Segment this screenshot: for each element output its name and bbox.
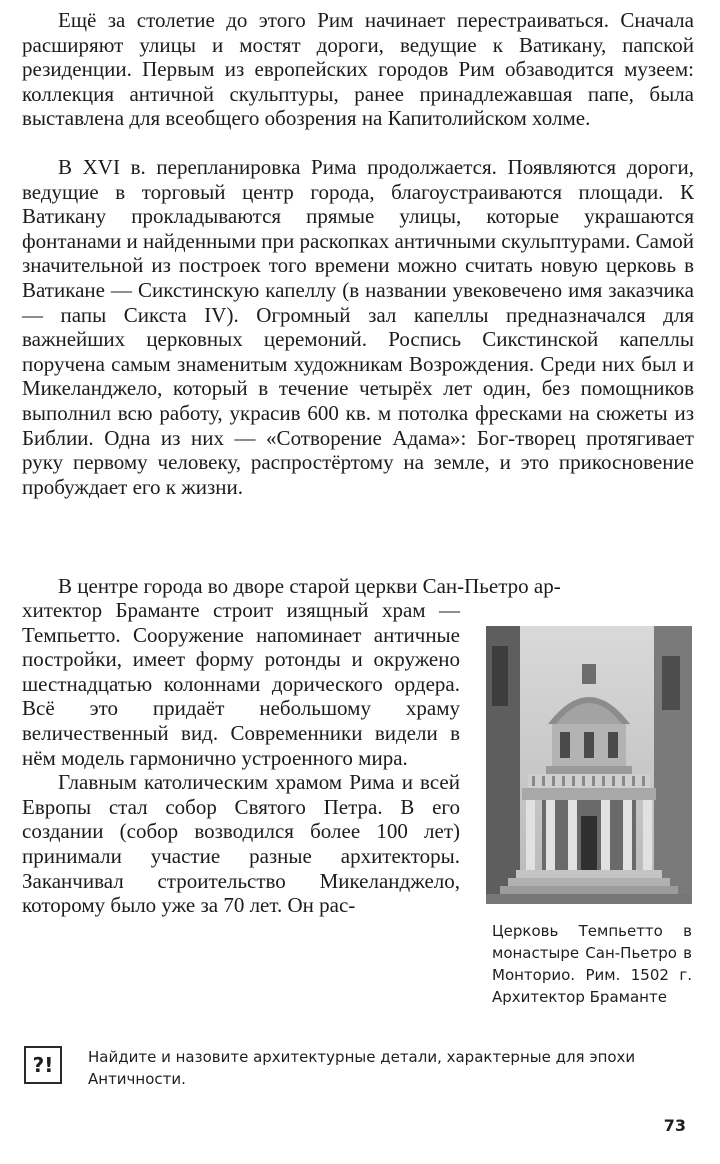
tempietto-illustration — [486, 626, 692, 904]
task-text: Найдите и назовите архитектурные детали, характерные для эпохи Античности. — [88, 1048, 636, 1088]
narrow-column — [22, 598, 460, 918]
page-number: 73 — [663, 1116, 686, 1135]
text-block-2 — [22, 155, 694, 499]
paragraph-sistine-chapel: В XVI в. перепланировка Рима продолжается. Появляются дороги, ведущие в торговый центр города, благоустраиваются площади. К Ватикану прокладываются прямые улицы, которые украшаются фонтанами и найденными при раскопках античными скульптурами. Самой значительной из построек того времени можно считать новую церковь в Ватикане — Сикстинскую капеллу (в названии увековечено имя заказчика — папы Сикста IV). Огромный зал капеллы предназначался для важнейших церковных церемоний. Роспись Сикстинской капеллы поручена самым знаменитым художникам Возрождения. Среди них был и Микеланджело, который в течение четырёх лет один, без помощников выполнил всю работу, украсив 600 кв. м потолка фресками на сюжеты из Библии. Одна из них — «Сотворение Адама»: Бог-творец протягивает руку первому человеку, распростёртому на земле, и это прикосновение пробуждает его к жизни. — [22, 155, 694, 499]
tempietto-photo — [486, 626, 692, 904]
text-block-3 — [22, 574, 694, 599]
paragraph-rome-rebuilding: Ещё за столетие до этого Рим начинает перестраиваться. Сначала расширяют улицы и мостят дороги, ведущие к Ватикану, папской резиденции. Первым из европейских городов Рим обзаводится музеем: коллекция античной скульптуры, ранее принадлежавшая папе, была выставлена для всеобщего обозрения на Капитолийском холме. — [22, 8, 694, 131]
paragraph-tempietto: хитектор Браманте строит изящный храм — Темпьетто. Сооружение напоминает античные постройки, имеет форму ротонды и окружено шестнадцатью колоннами дорического ордера. Всё это придаёт небольшому храму величественный вид. Современники видели в нём модель гармонично устроенного мира. — [22, 598, 460, 770]
paragraph-st-peter: Главным католическим храмом Рима и всей Европы стал собор Святого Петра. В его создании (собор возводился более 100 лет) принимали участие разные архитекторы. Заканчивал строительство Микеланджело, которому было уже за 70 лет. Он рас- — [22, 770, 460, 918]
paragraph-tempietto-first-line: В центре города во дворе старой церкви Сан-Пьетро ар- — [58, 574, 561, 598]
text-block-1 — [22, 8, 694, 131]
figure-caption: Церковь Темпьетто в монастыре Сан-Пьетро в Монторио. Рим. 1502 г. Архитектор Браманте — [492, 922, 692, 1006]
question-exclamation-icon: ?! — [24, 1046, 62, 1084]
